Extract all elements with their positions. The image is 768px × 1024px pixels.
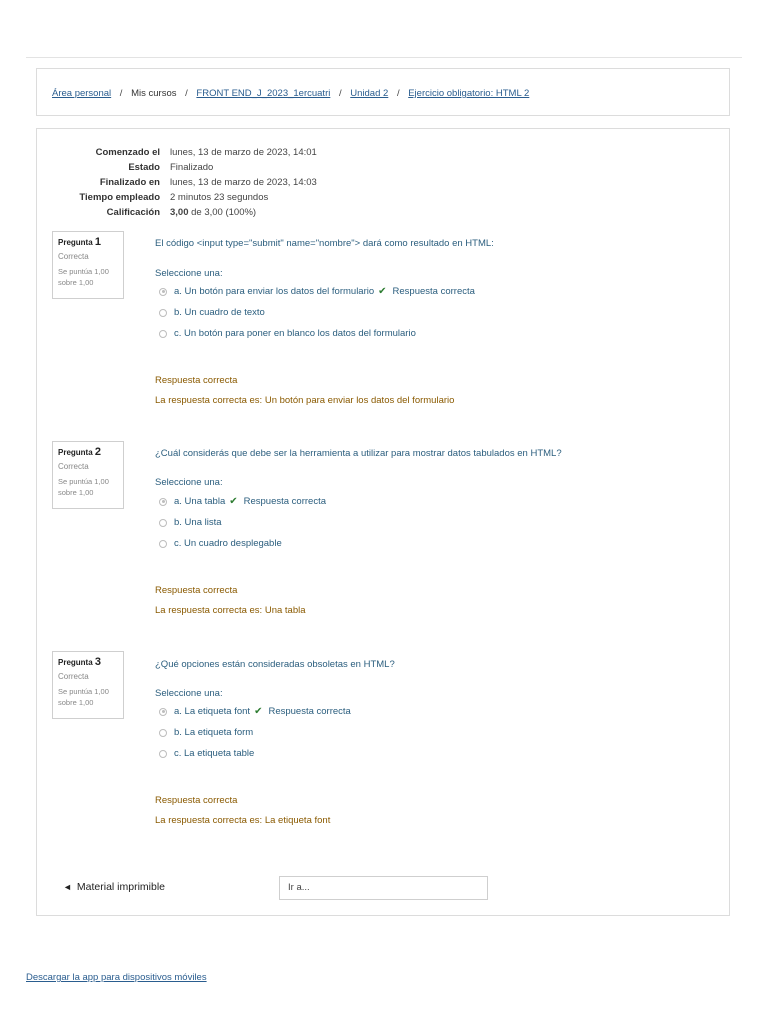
summary-label: Finalizado en [99,177,160,188]
attempt-summary [65,145,317,220]
summary-row-finished [65,175,317,190]
triangle-left-icon: ◄ [63,882,72,892]
breadcrumb-area-personal[interactable]: Área personal [52,88,112,99]
radio-icon[interactable] [159,519,167,527]
check-icon: ✔ [378,286,387,297]
radio-icon[interactable] [159,309,167,317]
question-1-prompt: Seleccione una: [155,268,223,279]
radio-icon[interactable] [159,729,167,737]
breadcrumb-bar [36,68,730,116]
download-app-link[interactable]: Descargar la app para dispositivos móviles [26,972,207,983]
check-icon: ✔ [229,496,238,507]
question-3-option-b [159,727,253,738]
question-3-feedback: Respuesta correcta [155,795,238,806]
grade-total: de 3,00 (100%) [188,207,257,218]
question-3-text: ¿Qué opciones están consideradas obsoletas en HTML? [155,659,395,670]
question-state: Correcta [58,252,89,261]
radio-icon[interactable] [159,540,167,548]
quiz-review-panel [36,128,730,916]
question-state: Correcta [58,672,89,681]
question-2-option-c [159,538,282,549]
question-3-option-a [159,706,351,717]
breadcrumb-course[interactable]: FRONT END_J_2023_1ercuatri [196,88,331,99]
breadcrumb-separator: / [185,88,188,99]
breadcrumb-exercise[interactable]: Ejercicio obligatorio: HTML 2 [408,88,530,99]
prev-activity-label: Material imprimible [76,881,166,893]
summary-label: Calificación [106,207,160,218]
breadcrumb-separator: / [338,88,342,99]
summary-label: Estado [128,162,160,173]
option-label: b. Una lista [174,517,222,528]
question-2-prompt: Seleccione una: [155,477,223,488]
radio-icon[interactable] [159,330,167,338]
radio-selected-icon[interactable] [159,288,167,296]
question-3-prompt: Seleccione una: [155,688,223,699]
question-1-option-b [159,307,265,318]
summary-value: lunes, 13 de marzo de 2023, 14:01 [170,147,317,158]
option-label: b. La etiqueta form [174,727,254,738]
summary-value: Finalizado [170,162,214,173]
breadcrumb-separator: / [119,88,123,99]
question-2-info [52,441,124,509]
question-3-option-c [159,748,254,759]
option-feedback: Respuesta correcta [392,286,475,297]
summary-row-grade [65,205,317,220]
question-grade: Se puntúa 1,00 sobre 1,00 [58,477,109,497]
question-1-info [52,231,124,299]
prev-activity-link[interactable] [63,881,165,893]
check-icon: ✔ [254,706,263,717]
option-feedback: Respuesta correcta [268,706,351,717]
radio-icon[interactable] [159,750,167,758]
question-2-right-answer: La respuesta correcta es: Una tabla [155,605,306,616]
question-1-feedback: Respuesta correcta [155,375,238,386]
question-grade: Se puntúa 1,00 sobre 1,00 [58,267,109,287]
question-2-option-a [159,496,326,507]
question-3-right-answer: La respuesta correcta es: La etiqueta font [155,815,331,826]
grade-score: 3,00 [170,207,189,218]
option-label: c. Un cuadro desplegable [174,538,282,549]
summary-label: Tiempo empleado [79,192,160,203]
option-feedback: Respuesta correcta [243,496,326,507]
top-divider [26,57,742,58]
summary-row-state [65,160,317,175]
question-1-right-answer: La respuesta correcta es: Un botón para enviar los datos del formulario [155,395,455,406]
breadcrumb-mis-cursos: Mis cursos [131,88,177,99]
summary-value: lunes, 13 de marzo de 2023, 14:03 [170,177,317,188]
summary-row-started [65,145,317,160]
breadcrumb [52,88,529,99]
question-state: Correcta [58,462,89,471]
radio-selected-icon[interactable] [159,708,167,716]
breadcrumb-unidad[interactable]: Unidad 2 [350,88,389,99]
question-1-text: El código <input type="submit" name="nombre"> dará como resultado en HTML: [155,238,494,249]
question-number: Pregunta 2 [58,446,102,458]
question-grade: Se puntúa 1,00 sobre 1,00 [58,687,109,707]
option-label: a. Un botón para enviar los datos del formulario [174,286,375,297]
question-3-info [52,651,124,719]
question-number: Pregunta 1 [58,236,102,248]
breadcrumb-separator: / [396,88,400,99]
question-number: Pregunta 3 [58,656,102,668]
summary-label: Comenzado el [95,147,160,158]
question-1-option-c [159,328,416,339]
radio-selected-icon[interactable] [159,498,167,506]
question-1-option-a [159,286,475,297]
option-label: c. La etiqueta table [174,748,255,759]
summary-row-time [65,190,317,205]
option-label: a. La etiqueta font [174,706,251,717]
summary-value: 2 minutos 23 segundos [170,192,269,203]
question-2-text: ¿Cuál considerás que debe ser la herramienta a utilizar para mostrar datos tabulados en HTML? [155,448,562,459]
option-label: b. Un cuadro de texto [174,307,265,318]
question-2-option-b [159,517,222,528]
summary-value [170,205,256,220]
option-label: a. Una tabla [174,496,226,507]
option-label: c. Un botón para poner en blanco los datos del formulario [174,328,416,339]
jump-to-select[interactable]: Ir a... [279,876,488,900]
question-2-feedback: Respuesta correcta [155,585,238,596]
